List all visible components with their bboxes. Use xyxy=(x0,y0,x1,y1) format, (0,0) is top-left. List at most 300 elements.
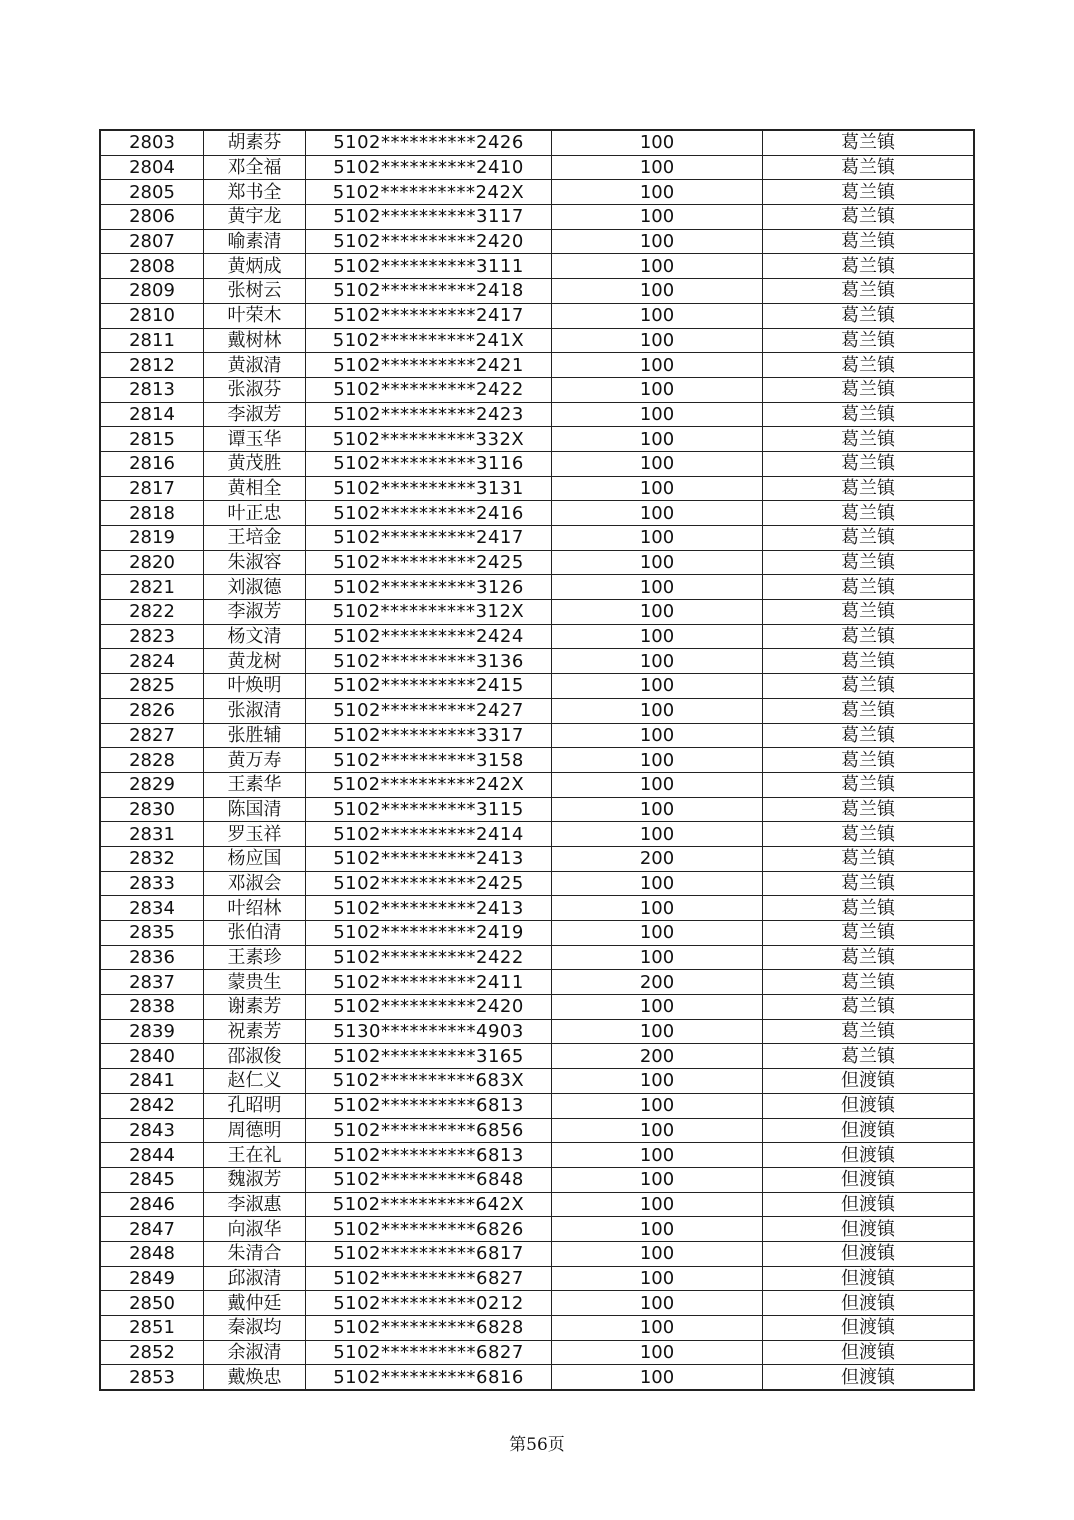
cell-amount: 100 xyxy=(552,674,763,699)
cell-town: 葛兰镇 xyxy=(763,772,975,797)
cell-amount: 100 xyxy=(552,476,763,501)
data-table-container xyxy=(99,129,973,1391)
cell-town: 葛兰镇 xyxy=(763,674,975,699)
cell-town: 但渡镇 xyxy=(763,1266,975,1291)
cell-serial-number: 2811 xyxy=(100,328,204,353)
cell-town: 但渡镇 xyxy=(763,1143,975,1168)
cell-name: 余淑清 xyxy=(204,1340,306,1365)
cell-amount: 100 xyxy=(552,649,763,674)
table-row xyxy=(100,1316,974,1341)
cell-amount: 100 xyxy=(552,1192,763,1217)
cell-serial-number: 2828 xyxy=(100,748,204,773)
cell-serial-number: 2845 xyxy=(100,1167,204,1192)
cell-id-number: 5102**********2427 xyxy=(306,698,552,723)
cell-town: 葛兰镇 xyxy=(763,723,975,748)
cell-name: 张淑芬 xyxy=(204,377,306,402)
cell-serial-number: 2823 xyxy=(100,624,204,649)
cell-name: 谢素芳 xyxy=(204,995,306,1020)
cell-name: 黄万寿 xyxy=(204,748,306,773)
cell-amount: 100 xyxy=(552,1266,763,1291)
cell-serial-number: 2825 xyxy=(100,674,204,699)
cell-serial-number: 2821 xyxy=(100,575,204,600)
cell-id-number: 5102**********683X xyxy=(306,1069,552,1094)
cell-name: 王在礼 xyxy=(204,1143,306,1168)
cell-amount: 100 xyxy=(552,205,763,230)
cell-name: 杨文清 xyxy=(204,624,306,649)
cell-amount: 100 xyxy=(552,130,763,155)
page-number: 第56页 xyxy=(509,1435,565,1455)
cell-name: 黄相全 xyxy=(204,476,306,501)
cell-amount: 100 xyxy=(552,229,763,254)
table-row xyxy=(100,353,974,378)
cell-amount: 100 xyxy=(552,279,763,304)
cell-name: 孔昭明 xyxy=(204,1093,306,1118)
cell-town: 葛兰镇 xyxy=(763,155,975,180)
cell-name: 邓全福 xyxy=(204,155,306,180)
cell-name: 喻素清 xyxy=(204,229,306,254)
cell-town: 葛兰镇 xyxy=(763,921,975,946)
cell-name: 谭玉华 xyxy=(204,427,306,452)
cell-name: 黄茂胜 xyxy=(204,451,306,476)
cell-town: 但渡镇 xyxy=(763,1069,975,1094)
cell-serial-number: 2824 xyxy=(100,649,204,674)
cell-serial-number: 2808 xyxy=(100,254,204,279)
cell-town: 但渡镇 xyxy=(763,1365,975,1390)
table-row xyxy=(100,1143,974,1168)
cell-serial-number: 2803 xyxy=(100,130,204,155)
cell-town: 葛兰镇 xyxy=(763,871,975,896)
cell-serial-number: 2846 xyxy=(100,1192,204,1217)
cell-amount: 100 xyxy=(552,1143,763,1168)
cell-town: 葛兰镇 xyxy=(763,377,975,402)
table-body xyxy=(100,130,974,1390)
cell-name: 王培金 xyxy=(204,526,306,551)
cell-town: 葛兰镇 xyxy=(763,1019,975,1044)
cell-name: 李淑芳 xyxy=(204,600,306,625)
cell-name: 郑书全 xyxy=(204,180,306,205)
cell-amount: 100 xyxy=(552,575,763,600)
cell-amount: 100 xyxy=(552,797,763,822)
table-row xyxy=(100,1069,974,1094)
cell-serial-number: 2835 xyxy=(100,921,204,946)
cell-serial-number: 2844 xyxy=(100,1143,204,1168)
data-table xyxy=(99,129,975,1391)
cell-amount: 100 xyxy=(552,921,763,946)
cell-town: 葛兰镇 xyxy=(763,130,975,155)
cell-serial-number: 2819 xyxy=(100,526,204,551)
cell-id-number: 5102**********2415 xyxy=(306,674,552,699)
table-row xyxy=(100,328,974,353)
cell-serial-number: 2814 xyxy=(100,402,204,427)
cell-id-number: 5102**********312X xyxy=(306,600,552,625)
cell-serial-number: 2817 xyxy=(100,476,204,501)
cell-id-number: 5102**********3116 xyxy=(306,451,552,476)
cell-amount: 100 xyxy=(552,501,763,526)
table-row xyxy=(100,377,974,402)
cell-amount: 100 xyxy=(552,427,763,452)
cell-id-number: 5102**********642X xyxy=(306,1192,552,1217)
cell-amount: 100 xyxy=(552,748,763,773)
cell-id-number: 5102**********3117 xyxy=(306,205,552,230)
cell-id-number: 5130**********4903 xyxy=(306,1019,552,1044)
cell-town: 葛兰镇 xyxy=(763,649,975,674)
cell-name: 陈国清 xyxy=(204,797,306,822)
table-row xyxy=(100,649,974,674)
table-row xyxy=(100,772,974,797)
cell-town: 葛兰镇 xyxy=(763,698,975,723)
cell-amount: 100 xyxy=(552,328,763,353)
cell-id-number: 5102**********2426 xyxy=(306,130,552,155)
table-row xyxy=(100,748,974,773)
table-row xyxy=(100,155,974,180)
cell-amount: 100 xyxy=(552,995,763,1020)
cell-town: 葛兰镇 xyxy=(763,451,975,476)
cell-name: 秦淑均 xyxy=(204,1316,306,1341)
cell-name: 邱淑清 xyxy=(204,1266,306,1291)
cell-name: 刘淑德 xyxy=(204,575,306,600)
cell-amount: 100 xyxy=(552,822,763,847)
cell-serial-number: 2815 xyxy=(100,427,204,452)
cell-name: 张树云 xyxy=(204,279,306,304)
cell-amount: 100 xyxy=(552,698,763,723)
cell-town: 葛兰镇 xyxy=(763,353,975,378)
cell-serial-number: 2838 xyxy=(100,995,204,1020)
cell-name: 黄炳成 xyxy=(204,254,306,279)
cell-serial-number: 2834 xyxy=(100,896,204,921)
table-row xyxy=(100,476,974,501)
cell-name: 邵淑俊 xyxy=(204,1044,306,1069)
table-row xyxy=(100,698,974,723)
cell-serial-number: 2810 xyxy=(100,303,204,328)
cell-id-number: 5102**********6813 xyxy=(306,1093,552,1118)
cell-id-number: 5102**********3115 xyxy=(306,797,552,822)
table-row xyxy=(100,229,974,254)
cell-id-number: 5102**********6816 xyxy=(306,1365,552,1390)
cell-serial-number: 2840 xyxy=(100,1044,204,1069)
cell-serial-number: 2848 xyxy=(100,1241,204,1266)
table-row xyxy=(100,945,974,970)
cell-name: 朱清合 xyxy=(204,1241,306,1266)
table-row xyxy=(100,921,974,946)
cell-town: 葛兰镇 xyxy=(763,945,975,970)
cell-serial-number: 2837 xyxy=(100,970,204,995)
cell-name: 张胜辅 xyxy=(204,723,306,748)
table-row xyxy=(100,871,974,896)
cell-serial-number: 2849 xyxy=(100,1266,204,1291)
cell-town: 但渡镇 xyxy=(763,1241,975,1266)
cell-id-number: 5102**********332X xyxy=(306,427,552,452)
cell-amount: 100 xyxy=(552,1291,763,1316)
cell-town: 葛兰镇 xyxy=(763,427,975,452)
cell-id-number: 5102**********2419 xyxy=(306,921,552,946)
cell-amount: 100 xyxy=(552,945,763,970)
cell-id-number: 5102**********6827 xyxy=(306,1266,552,1291)
cell-amount: 100 xyxy=(552,526,763,551)
cell-id-number: 5102**********3131 xyxy=(306,476,552,501)
cell-id-number: 5102**********3111 xyxy=(306,254,552,279)
table-row xyxy=(100,303,974,328)
cell-serial-number: 2843 xyxy=(100,1118,204,1143)
table-row xyxy=(100,1266,974,1291)
cell-id-number: 5102**********2423 xyxy=(306,402,552,427)
cell-town: 葛兰镇 xyxy=(763,402,975,427)
table-row xyxy=(100,575,974,600)
cell-id-number: 5102**********6813 xyxy=(306,1143,552,1168)
cell-town: 葛兰镇 xyxy=(763,501,975,526)
cell-id-number: 5102**********2416 xyxy=(306,501,552,526)
cell-serial-number: 2852 xyxy=(100,1340,204,1365)
cell-name: 杨应国 xyxy=(204,846,306,871)
cell-name: 魏淑芳 xyxy=(204,1167,306,1192)
cell-serial-number: 2816 xyxy=(100,451,204,476)
cell-amount: 100 xyxy=(552,1217,763,1242)
cell-id-number: 5102**********242X xyxy=(306,772,552,797)
cell-amount: 200 xyxy=(552,1044,763,1069)
table-row xyxy=(100,1340,974,1365)
cell-amount: 100 xyxy=(552,155,763,180)
cell-name: 蒙贵生 xyxy=(204,970,306,995)
cell-amount: 100 xyxy=(552,402,763,427)
cell-id-number: 5102**********3165 xyxy=(306,1044,552,1069)
cell-name: 张淑清 xyxy=(204,698,306,723)
cell-name: 黄龙树 xyxy=(204,649,306,674)
cell-id-number: 5102**********2417 xyxy=(306,526,552,551)
cell-town: 但渡镇 xyxy=(763,1192,975,1217)
table-row xyxy=(100,624,974,649)
cell-serial-number: 2832 xyxy=(100,846,204,871)
cell-id-number: 5102**********2425 xyxy=(306,871,552,896)
table-row xyxy=(100,180,974,205)
cell-serial-number: 2830 xyxy=(100,797,204,822)
cell-serial-number: 2822 xyxy=(100,600,204,625)
cell-town: 葛兰镇 xyxy=(763,896,975,921)
table-row xyxy=(100,427,974,452)
cell-name: 罗玉祥 xyxy=(204,822,306,847)
cell-serial-number: 2818 xyxy=(100,501,204,526)
cell-name: 王素珍 xyxy=(204,945,306,970)
cell-town: 葛兰镇 xyxy=(763,526,975,551)
cell-serial-number: 2833 xyxy=(100,871,204,896)
cell-town: 葛兰镇 xyxy=(763,846,975,871)
table-row xyxy=(100,1365,974,1390)
table-row xyxy=(100,995,974,1020)
cell-id-number: 5102**********6826 xyxy=(306,1217,552,1242)
cell-name: 祝素芳 xyxy=(204,1019,306,1044)
cell-name: 朱淑容 xyxy=(204,550,306,575)
table-row xyxy=(100,1118,974,1143)
cell-town: 葛兰镇 xyxy=(763,279,975,304)
cell-name: 叶绍林 xyxy=(204,896,306,921)
cell-amount: 100 xyxy=(552,353,763,378)
cell-amount: 100 xyxy=(552,1316,763,1341)
cell-amount: 100 xyxy=(552,772,763,797)
cell-id-number: 5102**********2421 xyxy=(306,353,552,378)
table-row xyxy=(100,1192,974,1217)
cell-serial-number: 2820 xyxy=(100,550,204,575)
cell-id-number: 5102**********6848 xyxy=(306,1167,552,1192)
table-row xyxy=(100,279,974,304)
cell-town: 葛兰镇 xyxy=(763,254,975,279)
table-row xyxy=(100,600,974,625)
cell-name: 黄淑清 xyxy=(204,353,306,378)
cell-town: 葛兰镇 xyxy=(763,180,975,205)
cell-amount: 100 xyxy=(552,1365,763,1390)
cell-town: 但渡镇 xyxy=(763,1316,975,1341)
table-row xyxy=(100,205,974,230)
cell-id-number: 5102**********2414 xyxy=(306,822,552,847)
cell-id-number: 5102**********2420 xyxy=(306,229,552,254)
cell-id-number: 5102**********242X xyxy=(306,180,552,205)
cell-amount: 200 xyxy=(552,846,763,871)
cell-id-number: 5102**********6828 xyxy=(306,1316,552,1341)
table-row xyxy=(100,501,974,526)
cell-town: 但渡镇 xyxy=(763,1217,975,1242)
cell-id-number: 5102**********2410 xyxy=(306,155,552,180)
table-row xyxy=(100,1093,974,1118)
cell-amount: 100 xyxy=(552,1340,763,1365)
cell-name: 叶正忠 xyxy=(204,501,306,526)
cell-amount: 100 xyxy=(552,723,763,748)
cell-serial-number: 2839 xyxy=(100,1019,204,1044)
cell-serial-number: 2813 xyxy=(100,377,204,402)
cell-amount: 100 xyxy=(552,1241,763,1266)
table-row xyxy=(100,1291,974,1316)
cell-amount: 100 xyxy=(552,896,763,921)
cell-id-number: 5102**********2422 xyxy=(306,377,552,402)
cell-name: 黄宇龙 xyxy=(204,205,306,230)
cell-name: 戴焕忠 xyxy=(204,1365,306,1390)
table-row xyxy=(100,1167,974,1192)
cell-town: 葛兰镇 xyxy=(763,575,975,600)
cell-serial-number: 2850 xyxy=(100,1291,204,1316)
cell-amount: 100 xyxy=(552,600,763,625)
cell-id-number: 5102**********2424 xyxy=(306,624,552,649)
cell-name: 叶焕明 xyxy=(204,674,306,699)
cell-id-number: 5102**********2422 xyxy=(306,945,552,970)
cell-name: 戴树林 xyxy=(204,328,306,353)
table-row xyxy=(100,797,974,822)
table-row xyxy=(100,1217,974,1242)
cell-name: 叶荣木 xyxy=(204,303,306,328)
cell-serial-number: 2807 xyxy=(100,229,204,254)
cell-town: 但渡镇 xyxy=(763,1118,975,1143)
cell-name: 张伯清 xyxy=(204,921,306,946)
cell-id-number: 5102**********241X xyxy=(306,328,552,353)
cell-id-number: 5102**********2417 xyxy=(306,303,552,328)
cell-amount: 100 xyxy=(552,1118,763,1143)
cell-id-number: 5102**********2413 xyxy=(306,896,552,921)
cell-amount: 200 xyxy=(552,970,763,995)
cell-serial-number: 2812 xyxy=(100,353,204,378)
cell-amount: 100 xyxy=(552,1019,763,1044)
table-row xyxy=(100,1019,974,1044)
cell-id-number: 5102**********6817 xyxy=(306,1241,552,1266)
cell-serial-number: 2805 xyxy=(100,180,204,205)
table-row xyxy=(100,822,974,847)
cell-name: 赵仁义 xyxy=(204,1069,306,1094)
cell-serial-number: 2809 xyxy=(100,279,204,304)
cell-serial-number: 2804 xyxy=(100,155,204,180)
cell-name: 戴仲廷 xyxy=(204,1291,306,1316)
cell-id-number: 5102**********2425 xyxy=(306,550,552,575)
table-row xyxy=(100,1044,974,1069)
table-row xyxy=(100,130,974,155)
cell-id-number: 5102**********2418 xyxy=(306,279,552,304)
cell-serial-number: 2826 xyxy=(100,698,204,723)
cell-id-number: 5102**********3136 xyxy=(306,649,552,674)
cell-name: 向淑华 xyxy=(204,1217,306,1242)
cell-town: 葛兰镇 xyxy=(763,550,975,575)
cell-town: 葛兰镇 xyxy=(763,748,975,773)
cell-serial-number: 2841 xyxy=(100,1069,204,1094)
cell-name: 周德明 xyxy=(204,1118,306,1143)
cell-amount: 100 xyxy=(552,377,763,402)
cell-town: 葛兰镇 xyxy=(763,328,975,353)
cell-serial-number: 2847 xyxy=(100,1217,204,1242)
cell-town: 但渡镇 xyxy=(763,1291,975,1316)
cell-serial-number: 2829 xyxy=(100,772,204,797)
cell-id-number: 5102**********2420 xyxy=(306,995,552,1020)
cell-town: 葛兰镇 xyxy=(763,995,975,1020)
cell-amount: 100 xyxy=(552,624,763,649)
cell-town: 葛兰镇 xyxy=(763,797,975,822)
cell-town: 但渡镇 xyxy=(763,1340,975,1365)
cell-id-number: 5102**********3158 xyxy=(306,748,552,773)
table-row xyxy=(100,254,974,279)
cell-town: 葛兰镇 xyxy=(763,205,975,230)
table-row xyxy=(100,896,974,921)
cell-id-number: 5102**********3126 xyxy=(306,575,552,600)
cell-amount: 100 xyxy=(552,180,763,205)
cell-name: 邓淑会 xyxy=(204,871,306,896)
cell-id-number: 5102**********3317 xyxy=(306,723,552,748)
cell-amount: 100 xyxy=(552,1093,763,1118)
cell-town: 葛兰镇 xyxy=(763,822,975,847)
cell-serial-number: 2836 xyxy=(100,945,204,970)
cell-amount: 100 xyxy=(552,871,763,896)
cell-town: 葛兰镇 xyxy=(763,476,975,501)
cell-town: 但渡镇 xyxy=(763,1167,975,1192)
table-row xyxy=(100,526,974,551)
cell-town: 但渡镇 xyxy=(763,1093,975,1118)
cell-id-number: 5102**********6856 xyxy=(306,1118,552,1143)
cell-serial-number: 2842 xyxy=(100,1093,204,1118)
cell-town: 葛兰镇 xyxy=(763,1044,975,1069)
table-row xyxy=(100,970,974,995)
cell-amount: 100 xyxy=(552,303,763,328)
table-row xyxy=(100,1241,974,1266)
cell-name: 胡素芬 xyxy=(204,130,306,155)
cell-name: 王素华 xyxy=(204,772,306,797)
cell-name: 李淑惠 xyxy=(204,1192,306,1217)
cell-town: 葛兰镇 xyxy=(763,624,975,649)
cell-id-number: 5102**********2411 xyxy=(306,970,552,995)
cell-serial-number: 2806 xyxy=(100,205,204,230)
cell-id-number: 5102**********0212 xyxy=(306,1291,552,1316)
cell-town: 葛兰镇 xyxy=(763,229,975,254)
table-row xyxy=(100,550,974,575)
table-row xyxy=(100,674,974,699)
cell-serial-number: 2853 xyxy=(100,1365,204,1390)
cell-amount: 100 xyxy=(552,550,763,575)
cell-serial-number: 2831 xyxy=(100,822,204,847)
cell-amount: 100 xyxy=(552,1167,763,1192)
table-row xyxy=(100,846,974,871)
cell-amount: 100 xyxy=(552,1069,763,1094)
cell-amount: 100 xyxy=(552,451,763,476)
cell-serial-number: 2827 xyxy=(100,723,204,748)
cell-amount: 100 xyxy=(552,254,763,279)
